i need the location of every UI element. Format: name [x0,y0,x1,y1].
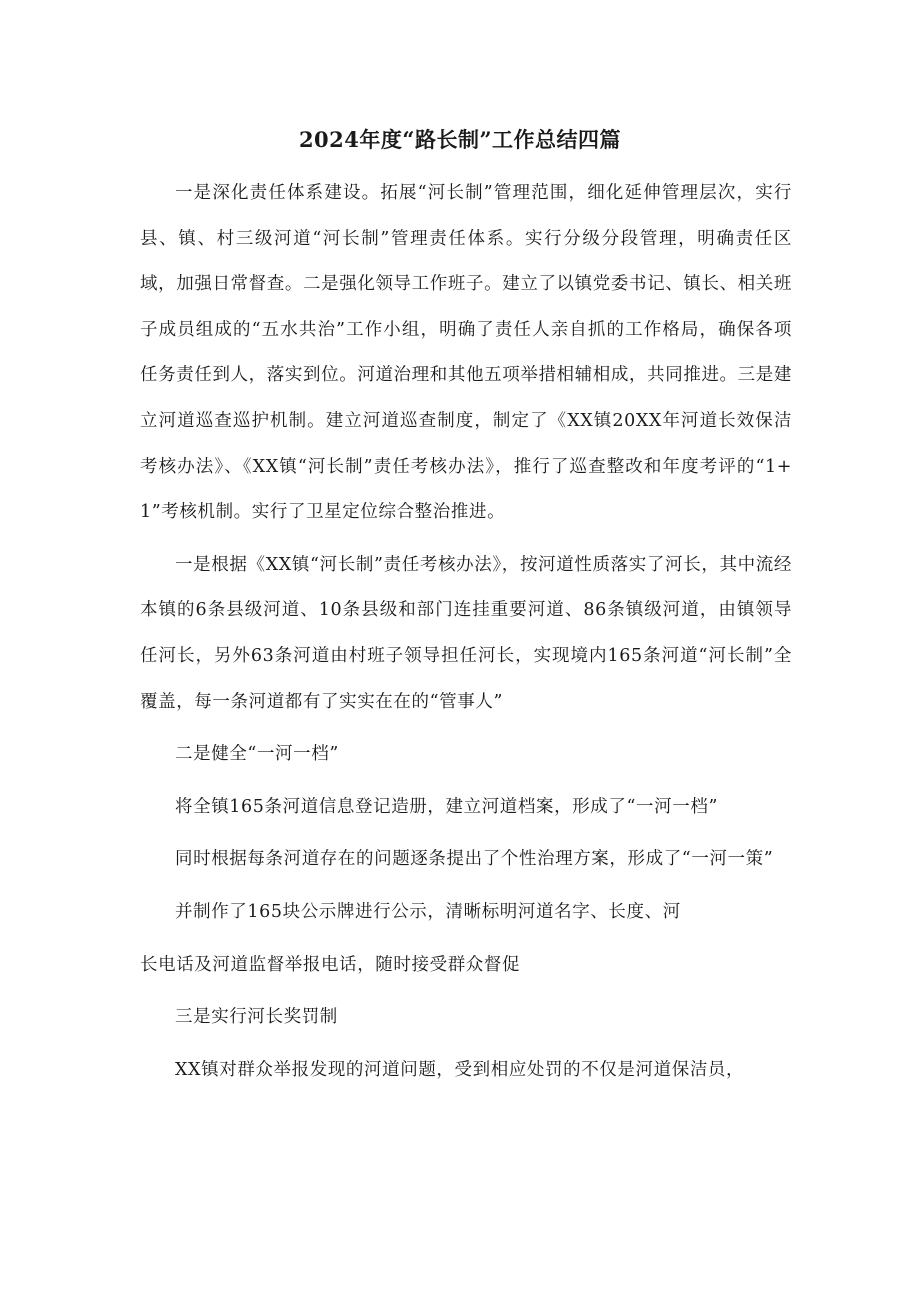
paragraph-governance-plan: 同时根据每条河道存在的问题逐条提出了个性治理方案，形成了“一河一策” [175,849,774,870]
paragraph-reward-punishment-heading: 三是实行河长奖罚制 [175,1007,338,1028]
paragraph-one-river-one-file-heading: 二是健全“一河一档” [175,744,339,765]
paragraph-responsibility-system: 一是深化责任体系建设。拓展“河长制”管理范围，细化延伸管理层次，实行县、镇、村三级河道“河长制”管理责任体系。实行分级分段管理，明确责任区域，加强日常督查。二是强化领导工作班子。建立了以镇党委书记、镇长、相关班子成员组成的“五水共治”工作小组，明确了责任人亲自抓的工作格局，确保各项任务责任到人，落实到位。河道治理和其他五项举措相辅相成，共同推进。三是建立河道巡查巡护机制。建立河道巡查制度，制定了《XX镇20XX年河道长效保洁考核办法》、《XX镇“河长制”责任考核办法》，推行了巡查整改和年度考评的“1+1”考核机制。实行了卫星定位综合整治推进。 [140,183,792,523]
paragraph-notice-boards: 并制作了165块公示牌进行公示，清晰标明河道名字、长度、河 [175,901,681,922]
document-body [140,171,792,1100]
paragraph-reward-punishment: XX镇对群众举报发现的河道问题，受到相应处罚的不仅是河道保洁员， [175,1059,745,1080]
document-title: 2024年度“路长制”工作总结四篇 [298,127,622,152]
paragraph-river-archive: 将全镇165条河道信息登记造册，建立河道档案，形成了“一河一档” [175,796,718,817]
paragraph-notice-boards-continued: 长电话及河道监督举报电话，随时接受群众督促 [140,954,521,975]
paragraph-river-chief-assignment: 一是根据《XX镇“河长制”责任考核办法》，按河道性质落实了河长，其中流经本镇的6条县级河道、10条县级和部门连挂重要河道、86条镇级河道，由镇领导任河长，另外63条河道由村班子领导担任河长，实现境内165条河道“河长制”全覆盖，每一条河道都有了实实在在的“管事人” [140,554,792,712]
